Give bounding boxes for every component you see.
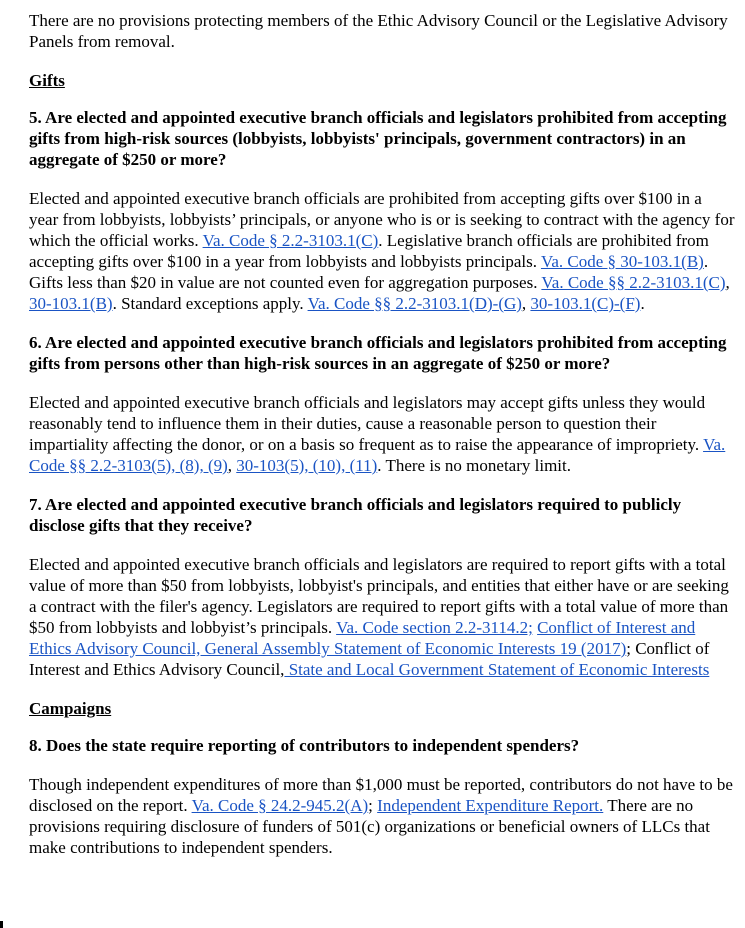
question-7: 7. Are elected and appointed executive branch officials and legislators required to publicly disclose gifts that they receive? xyxy=(29,495,682,535)
citation-link[interactable]: Va. Code §§ 2.2-3103.1(C) xyxy=(541,273,726,292)
citation-link[interactable]: Va. Code §§ 2.2-3103.1(D)-(G) xyxy=(307,294,522,313)
answer-text: . Standard exceptions apply. xyxy=(112,294,308,313)
answer-text: . xyxy=(640,294,645,313)
answer-text: Elected and appointed executive branch officials are prohibited from accepting gifts over $100 in a year from lobbyists, lobbyists’ principals, or anyone who is or is seeking to contract with the agency for which the official works. xyxy=(29,189,735,250)
question-8: 8. Does the state require reporting of contributors to independent spenders? xyxy=(29,736,580,755)
answer-8 xyxy=(29,774,735,858)
answer-7 xyxy=(29,554,735,680)
answer-text: , xyxy=(521,294,531,313)
answer-text: . Gifts less than $20 in value are not counted even for aggregation purposes. xyxy=(29,252,709,292)
citation-link[interactable]: Independent Expenditure Report. xyxy=(377,796,604,815)
question-6: 6. Are elected and appointed executive branch officials and legislators prohibited from accepting gifts from persons other than high-risk sources in an aggregate of $250 or more? xyxy=(29,333,727,373)
answer-text: There are no provisions requiring disclosure of funders of 501(c) organizations or beneficial owners of LLCs that make contributions to independent spenders. xyxy=(29,796,710,857)
citation-link[interactable]: Va. Code § 30-103.1(B) xyxy=(540,252,704,271)
citation-link[interactable]: State and Local Government Statement of Economic Interests xyxy=(284,660,710,679)
answer-text: ; xyxy=(368,796,378,815)
section-heading-campaigns: Campaigns xyxy=(29,699,112,718)
answer-5 xyxy=(29,188,735,314)
answer-text: , xyxy=(725,273,730,292)
citation-link[interactable]: Va. Code §§ 2.2-3103(5), (8), (9) xyxy=(29,435,726,475)
answer-text: ; Conflict of Interest and Ethics Advisory Council, xyxy=(29,639,710,679)
answer-text: Elected and appointed executive branch officials and legislators may accept gifts unless they would reasonably tend to influence them in their duties, cause a reasonable person to question their impartiality affecting the donor, or on a basis so frequent as to raise the appearance of impropriety. xyxy=(29,393,706,454)
answer-text: Though independent expenditures of more than $1,000 must be reported, contributors do not have to be disclosed on the report. xyxy=(29,775,733,815)
intro-paragraph: There are no provisions protecting members of the Ethic Advisory Council or the Legislative Advisory Panels from removal. xyxy=(29,11,728,51)
citation-link[interactable]: Conflict of Interest and Ethics Advisory Council, General Assembly Statement of Economic Interests 19 (2017) xyxy=(29,618,696,658)
answer-text: . Legislative branch officials are prohibited from accepting gifts over $100 in a year from lobbyists and lobbyists principals. xyxy=(29,231,709,271)
section-heading-gifts: Gifts xyxy=(29,71,65,90)
citation-link[interactable]: 30-103(5), (10), (11) xyxy=(236,456,378,475)
answer-text: . There is no monetary limit. xyxy=(377,456,571,475)
page-edge-mark xyxy=(0,921,3,928)
answer-text: , xyxy=(227,456,237,475)
citation-link[interactable]: Va. Code section 2.2-3114.2; xyxy=(336,618,533,637)
citation-link[interactable]: Va. Code § 2.2-3103.1(C) xyxy=(202,231,379,250)
answer-6 xyxy=(29,392,735,476)
citation-link[interactable]: 30-103.1(C)-(F) xyxy=(530,294,641,313)
answer-text: Elected and appointed executive branch officials and legislators are required to report gifts with a total value of more than $50 from lobbyists, lobbyist's principals, and entities that either have or are seeking a contract with the filer's agency. Legislators are required to report gifts with a total value of more than $50 from lobbyists and lobbyist’s principals. xyxy=(29,555,729,637)
citation-link[interactable]: 30-103.1(B) xyxy=(29,294,113,313)
document-page xyxy=(29,10,735,858)
question-5: 5. Are elected and appointed executive branch officials and legislators prohibited from accepting gifts from high-risk sources (lobbyists, lobbyists' principals, government contractors) in an aggregate of $250 or more? xyxy=(29,108,727,169)
citation-link[interactable]: Va. Code § 24.2-945.2(A) xyxy=(191,796,369,815)
